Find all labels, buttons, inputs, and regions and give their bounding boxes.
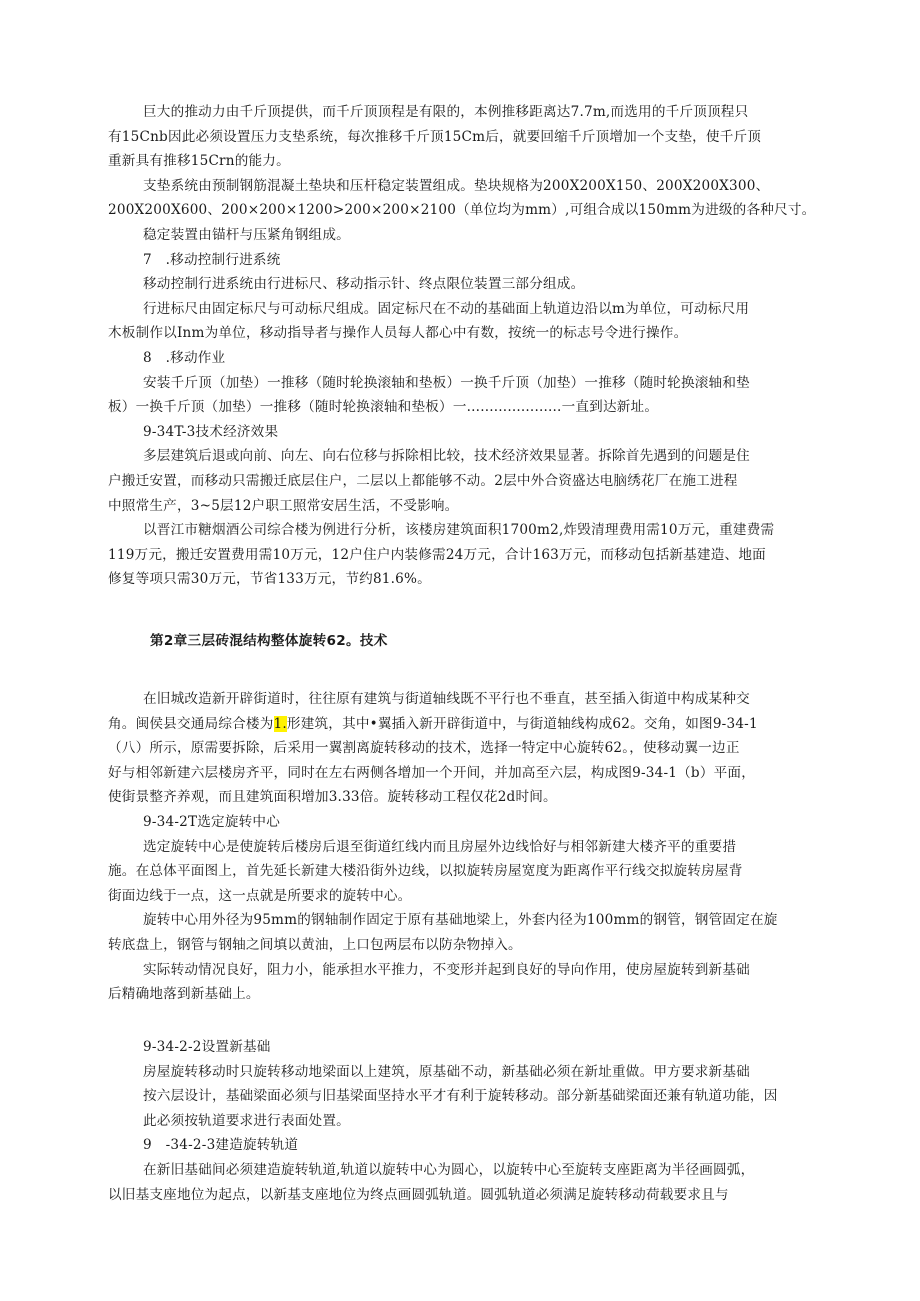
text-line [108,761,819,786]
text-segment: 选定旋转中心是使旋转后楼房后退至街道红线内而且房屋外边线恰好与相邻新建大楼齐平的重要措 [143,838,737,855]
text-line: 在新旧基础间必须建造旋转轨道,轨道以旋转中心为圆心，以旋转中心至旋转支座距离为半径画圆弧， [143,1161,755,1178]
text-segment: 角。闽侯县交通局综合楼为 [108,715,274,732]
text-line: 8 .移动作业 [143,349,226,366]
text-line: 移动控制行进系统由行进标尺、移动指示针、终点限位装置三部分组成。 [143,276,585,293]
text-line: 有15Cnb因此必须设置压力支垫系统，每次推移千斤顶15Cm后，就要回缩千斤顶增加一个支垫，使千斤顶 [108,128,762,145]
section-2-body [108,687,819,1007]
text-line [139,687,819,712]
text-line [108,884,819,909]
chapter-heading: 第2章三层砖混结构整体旋转62。技术 [150,633,388,649]
text-line [108,859,819,884]
text-line [139,908,819,933]
text-segment: 9-34-2T选定旋转中心 [143,813,281,830]
text-segment: 施。在总体平面图上，首先延长新建大楼沿街外边线，以拟旋转房屋宽度为距离作平行线交拟旋转房屋背 [108,863,743,880]
text-line [108,933,819,958]
highlighted-text: 1. [273,715,287,732]
text-segment: 转底盘上，钢管与钢轴之间填以黄油，上口包两层布以防杂物掉入。 [108,936,522,953]
text-line: 9-34-2-2设置新基础 [143,1039,271,1055]
text-line: 7 .移动控制行进系统 [143,251,281,268]
text-line: 9 -34-2-3建造旋转轨道 [143,1137,299,1154]
text-line: 板）一换千斤顶（加垫）一推移（随时轮换滚轴和垫板）一.....................一直到达新址。 [108,399,659,416]
text-segment: 旋转中心用外径为95mm的钢轴制作固定于原有基础地梁上，外套内径为100mm的钢管，钢管固定在旋 [143,912,778,929]
text-line: 修复等项只需30万元，节省133万元，节约81.6%。 [108,571,431,588]
text-line: 巨大的推动力由千斤顶提供，而千斤顶顶程是有限的，本例推移距离达7.7m,而选用的千斤顶顶程只 [143,104,749,120]
text-line: 200X200X600、200×200×1200>200×200×2100（单位均为mm）,可组合成以150mm为进级的各种尺寸。 [108,202,816,219]
text-line [139,810,819,835]
text-segment: 街面边线于一点，这一点就是所要求的旋转中心。 [108,887,412,904]
section-3-body [108,1035,819,1207]
text-line: 支垫系统由预制钢筋混凝土垫块和压杆稳定装置组成。垫块规格为200X200X150、200X200X300、 [143,177,770,194]
text-line: 119万元，搬迁安置费用需10万元，12户住户内装修需24万元，合计163万元，而移动包括新基建造、地面 [108,546,766,563]
text-line [108,785,819,810]
text-line: 安装千斤顶（加垫）一推移（随时轮换滚轴和垫板）一换千斤顶（加垫）一推移（随时轮换滚轴和垫 [143,374,750,391]
text-line [139,958,819,983]
text-segment: 实际转动情况良好，阻力小，能承担水平推力，不变形并起到良好的导向作用，使房屋旋转到新基础 [143,961,750,978]
text-line: 木板制作以Inm为单位，移动指导者与操作人员每人都心中有数，按统一的标志号令进行操作。 [108,325,688,342]
text-line: 房屋旋转移动时只旋转移动地梁面以上建筑，原基础不动，新基础必须在新址重做。甲方要求新基础 [143,1063,750,1080]
text-line: 此必须按轨道要求进行表面处置。 [143,1112,350,1129]
text-line: 9-34T-3技术经济效果 [143,423,279,440]
text-line: 以旧基支座地位为起点，以新基支座地位为终点画圆弧轨道。圆弧轨道必须满足旋转移动荷载要求且与 [108,1186,729,1203]
section-1-body [108,100,819,592]
text-segment: 好与相邻新建六层楼房齐平，同时在左右两侧各增加一个开间，并加高至六层，构成图9-34-1（b）平面， [108,764,756,781]
text-line: 重新具有推移15Crn的能力。 [108,153,290,170]
text-line [108,736,819,761]
text-segment: 后精确地落到新基础上。 [108,986,260,1003]
text-segment: 使街景整齐养观，而且建筑面积增加3.33倍。旋转移动工程仅花2d时间。 [108,789,557,806]
text-segment: 在旧城改造新开辟街道时，往往原有建筑与街道轴线既不平行也不垂直，甚至插入街道中构成某种交 [143,691,750,707]
text-segment: 形建筑，其中•翼插入新开辟街道中，与街道轴线构成62。交角，如图9-34-1 [286,715,758,732]
text-line [108,982,819,1007]
text-line [139,835,819,860]
text-line: 多层建筑后退或向前、向左、向右位移与拆除相比较，技术经济效果显著。拆除首先遇到的问题是住 [143,448,750,465]
text-line: 行进标尺由固定标尺与可动标尺组成。固定标尺在不动的基础面上轨道边沿以m为单位，可动标尺用 [143,300,750,317]
text-line: 稳定装置由锚杆与压紧角钢组成。 [143,226,350,243]
text-line: 以晋江市糖烟酒公司综合楼为例进行分析，该楼房建筑面积1700m2,炸毁清理费用需10万元，重建费需 [143,522,775,539]
text-segment: （八）所示，原需要拆除，后采用一翼割离旋转移动的技术，选择一特定中心旋转62。，使移动翼一边正 [108,740,740,757]
text-line: 中照常生产，3~5层12户职工照常安居生活，不受影响。 [108,497,459,514]
text-line [108,712,819,737]
text-line: 按六层设计，基础梁面必须与旧基梁面坚持水平才有利于旋转移动。部分新基础梁面还兼有轨道功能，因 [143,1088,778,1105]
text-line: 户搬迁安置，而移动只需搬迁底层住户，二层以上都能够不动。2层中外合资盛达电脑绣花厂在施工进程 [108,472,738,489]
